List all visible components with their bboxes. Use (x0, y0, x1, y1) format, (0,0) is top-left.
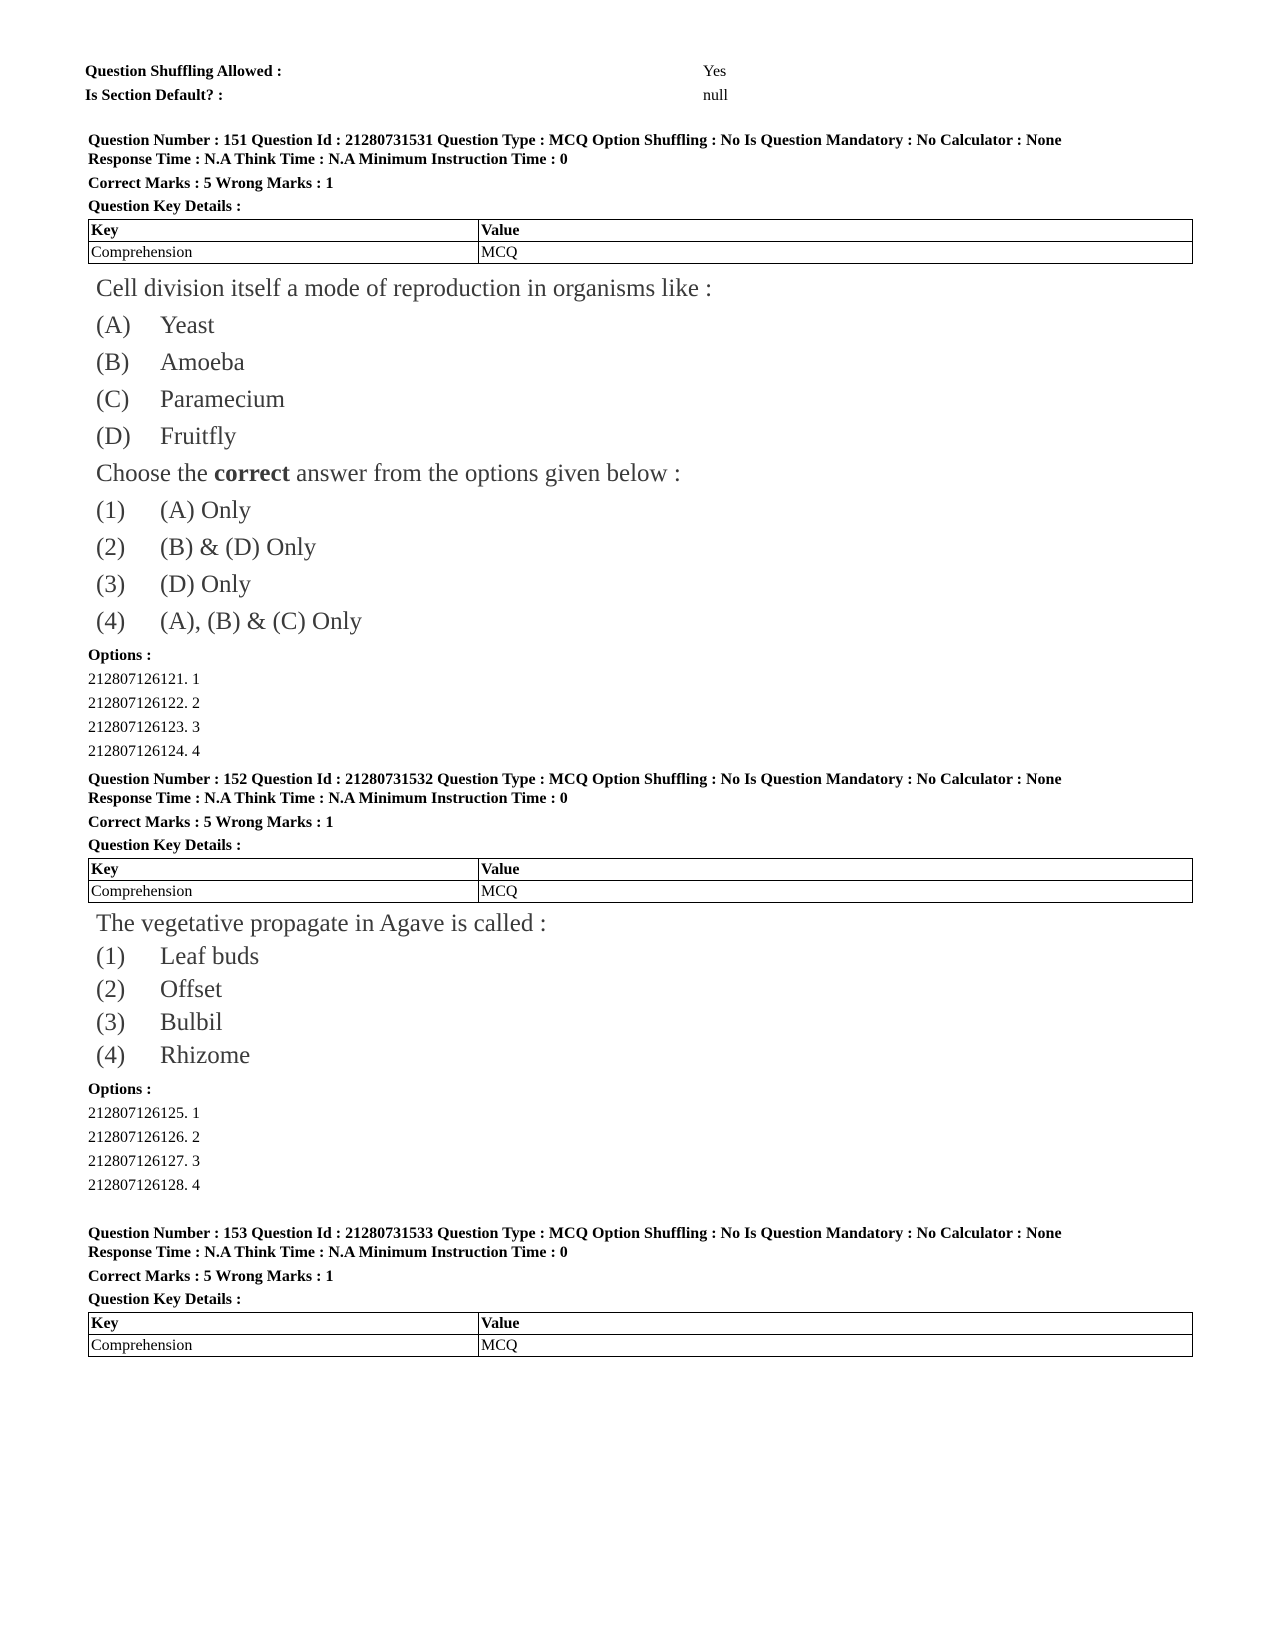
statement-number: (A) (96, 312, 131, 339)
question-stem: Cell division itself a mode of reproduction in organisms like : (96, 275, 713, 302)
statement-number: (C) (96, 386, 130, 413)
key-table-row (89, 881, 1193, 903)
shuffle-row (85, 60, 785, 84)
question-header: Question Number : 153 Question Id : 21280731533 Question Type : MCQ Option Shuffling : No Is Question Mandatory : No Calculator : None (88, 1225, 1062, 1242)
option-row: 212807126127. 3 (88, 1153, 200, 1170)
key-column-header: Key (89, 859, 479, 881)
statement-item (96, 381, 1193, 418)
choice-item (96, 603, 1193, 640)
choice-number: (2) (96, 976, 126, 1003)
option-row: 212807126123. 3 (88, 719, 200, 736)
section-meta (85, 60, 785, 108)
key-cell: Comprehension (89, 881, 479, 903)
question-marks: Correct Marks : 5 Wrong Marks : 1 (88, 175, 334, 192)
choice-number: (3) (96, 1009, 126, 1036)
shuffle-label: Question Shuffling Allowed : (85, 63, 282, 80)
option-row: 212807126124. 4 (88, 743, 200, 760)
choice-text: (A) Only (160, 497, 251, 524)
key-cell: Comprehension (89, 1335, 479, 1357)
value-column-header: Value (479, 220, 1193, 242)
key-table-header-row (89, 220, 1193, 242)
statement-text: Amoeba (160, 349, 245, 376)
instruction-post: answer from the options given below : (289, 460, 681, 487)
section-default-value: null (703, 87, 728, 104)
key-table-row (89, 1335, 1193, 1357)
options-label: Options : (88, 1081, 152, 1098)
question-image-text (96, 907, 1193, 1072)
choice-text: (B) & (D) Only (160, 534, 317, 561)
choice-number: (4) (96, 1042, 126, 1069)
choice-text: Leaf buds (160, 943, 260, 970)
key-column-header: Key (89, 1313, 479, 1335)
choice-number: (1) (96, 943, 126, 970)
statement-text: Fruitfly (160, 423, 237, 450)
choice-number: (2) (96, 534, 126, 561)
question-timing: Response Time : N.A Think Time : N.A Minimum Instruction Time : 0 (88, 1244, 568, 1261)
answer-instruction (96, 455, 1193, 492)
statement-item (96, 344, 1193, 381)
key-details-table (88, 219, 1193, 264)
option-row: 212807126126. 2 (88, 1129, 200, 1146)
question-marks: Correct Marks : 5 Wrong Marks : 1 (88, 814, 334, 831)
choice-number: (4) (96, 608, 126, 635)
choice-text: Rhizome (160, 1042, 251, 1069)
options-label: Options : (88, 647, 152, 664)
choice-text: (A), (B) & (C) Only (160, 608, 363, 635)
question-block (88, 1224, 1193, 1357)
question-marks: Correct Marks : 5 Wrong Marks : 1 (88, 1268, 334, 1285)
choice-number: (1) (96, 497, 126, 524)
section-default-label: Is Section Default? : (85, 87, 224, 104)
question-block (88, 770, 1193, 1198)
key-details-table (88, 1312, 1193, 1357)
choice-item (96, 529, 1193, 566)
key-cell: Comprehension (89, 242, 479, 264)
option-row: 212807126121. 1 (88, 671, 200, 688)
choice-item (96, 1039, 1193, 1072)
key-details-label: Question Key Details : (88, 837, 242, 854)
choice-item (96, 1006, 1193, 1039)
value-cell: MCQ (479, 242, 1193, 264)
statement-item (96, 307, 1193, 344)
choice-item (96, 940, 1193, 973)
statement-number: (B) (96, 349, 130, 376)
key-table-header-row (89, 859, 1193, 881)
key-table-header-row (89, 1313, 1193, 1335)
key-details-label: Question Key Details : (88, 198, 242, 215)
key-details-label: Question Key Details : (88, 1291, 242, 1308)
option-row: 212807126125. 1 (88, 1105, 200, 1122)
value-cell: MCQ (479, 1335, 1193, 1357)
key-table-row (89, 242, 1193, 264)
section-default-row (85, 84, 785, 108)
question-timing: Response Time : N.A Think Time : N.A Minimum Instruction Time : 0 (88, 790, 568, 807)
choice-item (96, 492, 1193, 529)
statement-item (96, 418, 1193, 455)
instruction-bold: correct (214, 460, 290, 487)
value-cell: MCQ (479, 881, 1193, 903)
statement-number: (D) (96, 423, 131, 450)
choice-text: Offset (160, 976, 223, 1003)
value-column-header: Value (479, 859, 1193, 881)
choice-text: Bulbil (160, 1009, 223, 1036)
question-stem: The vegetative propagate in Agave is called : (96, 910, 547, 937)
choice-number: (3) (96, 571, 126, 598)
statement-text: Yeast (160, 312, 215, 339)
key-column-header: Key (89, 220, 479, 242)
value-column-header: Value (479, 1313, 1193, 1335)
question-timing: Response Time : N.A Think Time : N.A Minimum Instruction Time : 0 (88, 151, 568, 168)
question-image-text (96, 270, 1193, 640)
key-details-table (88, 858, 1193, 903)
question-block (88, 131, 1193, 764)
statement-text: Paramecium (160, 386, 285, 413)
option-row: 212807126128. 4 (88, 1177, 200, 1194)
choice-text: (D) Only (160, 571, 251, 598)
choice-item (96, 566, 1193, 603)
question-header: Question Number : 152 Question Id : 21280731532 Question Type : MCQ Option Shuffling : No Is Question Mandatory : No Calculator : None (88, 771, 1062, 788)
shuffle-value: Yes (703, 63, 727, 80)
option-row: 212807126122. 2 (88, 695, 200, 712)
choice-item (96, 973, 1193, 1006)
instruction-pre: Choose the (96, 460, 215, 487)
question-header: Question Number : 151 Question Id : 21280731531 Question Type : MCQ Option Shuffling : No Is Question Mandatory : No Calculator : None (88, 132, 1062, 149)
